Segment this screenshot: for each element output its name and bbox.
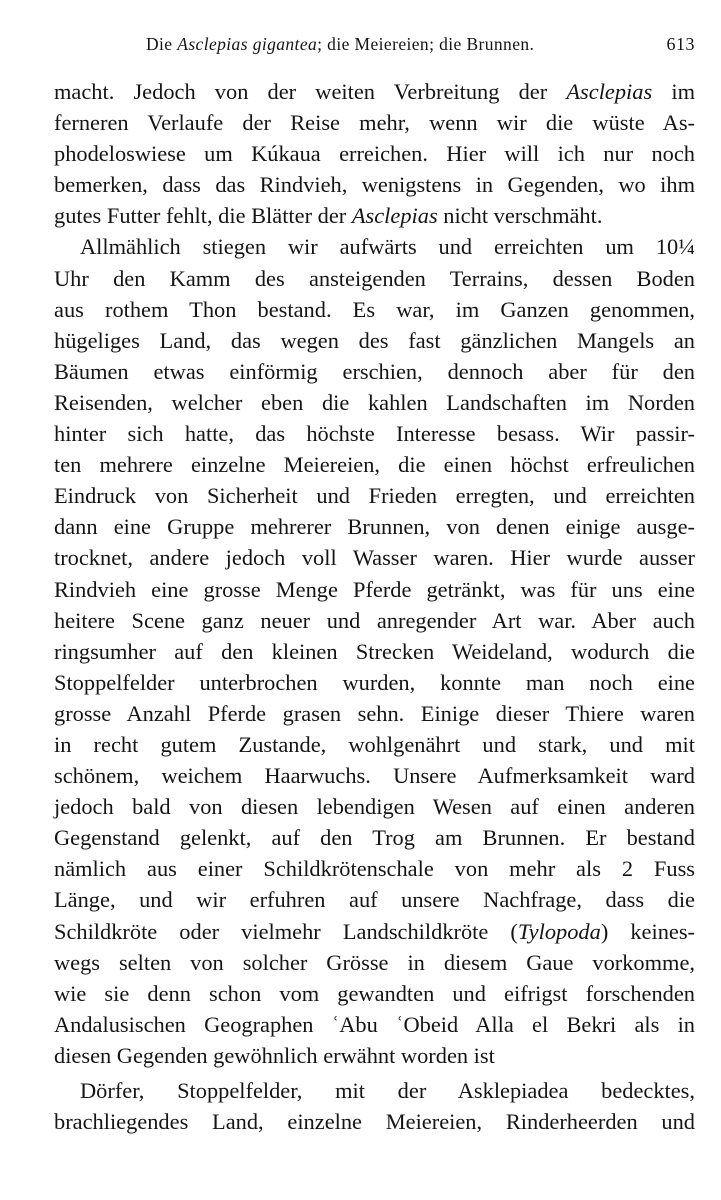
text-line: in recht gutem Zustande, wohlgenährt und stark, und mit bbox=[54, 731, 695, 757]
text-line: Andalusischen Geographen ʿAbu ʿObeid Alla el Bekri als in bbox=[54, 1011, 695, 1037]
italic-term: Asclepias bbox=[566, 79, 653, 104]
text-line bbox=[54, 916, 695, 947]
text-line: hügeliges Land, das wegen des fast gänzlichen Mangels an bbox=[54, 327, 695, 353]
text-line bbox=[54, 76, 695, 107]
text-line: diesen Gegenden gewöhnlich erwähnt worden ist bbox=[54, 1042, 495, 1068]
text-line: trocknet, andere jedoch voll Wasser waren. Hier wurde ausser bbox=[54, 545, 695, 571]
running-title-italic: Asclepias gigantea bbox=[177, 34, 318, 54]
body-text bbox=[54, 76, 695, 1137]
text-line: dann eine Gruppe mehrerer Brunnen, von denen einige ausge- bbox=[54, 514, 695, 540]
text-line: Länge, und wir erfuhren auf unsere Nachfrage, dass die bbox=[54, 887, 695, 913]
running-title-start: Die bbox=[146, 34, 178, 54]
text-line: schönem, weichem Haarwuchs. Unsere Aufmerksamkeit ward bbox=[54, 763, 695, 789]
text-line: Stoppelfelder unterbrochen wurden, konnte man noch eine bbox=[54, 669, 695, 695]
text-line: heitere Scene ganz neuer und anregender Art war. Aber auch bbox=[54, 607, 695, 633]
text-line: Rindvieh eine grosse Menge Pferde getränkt, was für uns eine bbox=[54, 576, 695, 602]
text-line: bemerken, dass das Rindvieh, wenigstens in Gegenden, wo ihm bbox=[54, 172, 695, 198]
running-title bbox=[146, 34, 534, 55]
text-segment: Schildkröte oder vielmehr Landschildkröte ( bbox=[54, 918, 518, 944]
text-line: hinter sich hatte, das höchste Interesse besass. Wir passir- bbox=[54, 421, 695, 447]
text-line: ferneren Verlaufe der Reise mehr, wenn wir die wüste As- bbox=[54, 110, 695, 136]
running-title-end: ; die Meiereien; die Brunnen. bbox=[317, 34, 535, 54]
text-line: Eindruck von Sicherheit und Frieden erregten, und erreichten bbox=[54, 483, 695, 509]
text-segment: nicht verschmäht. bbox=[437, 203, 603, 229]
text-line: brachliegendes Land, einzelne Meiereien, Rinderheerden und bbox=[54, 1109, 695, 1135]
paragraph-start-line: Dörfer, Stoppelfelder, mit der Asklepiadea bedecktes, bbox=[80, 1078, 695, 1103]
text-line: wegs selten von solcher Grösse in diesem Gaue vorkomme, bbox=[54, 949, 695, 975]
text-line: ringsumher auf den kleinen Strecken Weideland, wodurch die bbox=[54, 638, 695, 664]
text-line: aus rothem Thon bestand. Es war, im Ganzen genommen, bbox=[54, 296, 695, 322]
text-line: grosse Anzahl Pferde grasen sehn. Einige dieser Thiere waren bbox=[54, 700, 695, 726]
paragraph-start-line: Allmählich stiegen wir aufwärts und erreichten um 10¼ bbox=[80, 234, 695, 260]
text-line: Gegenstand gelenkt, auf den Trog am Brunnen. Er bestand bbox=[54, 825, 695, 851]
text-line: ten mehrere einzelne Meiereien, die einen höchst erfreulichen bbox=[54, 452, 695, 478]
italic-term: Asclepias bbox=[351, 203, 438, 229]
text-line: jedoch bald von diesen lebendigen Wesen auf einen anderen bbox=[54, 794, 695, 820]
page-number: 613 bbox=[666, 34, 695, 54]
text-line: Reisenden, welcher eben die kahlen Landschaften im Norden bbox=[54, 389, 695, 415]
text-segment: gutes Futter fehlt, die Blätter der bbox=[54, 203, 352, 229]
running-header bbox=[146, 34, 695, 58]
text-segment: ) keines- bbox=[600, 918, 696, 944]
text-line: wie sie denn schon vom gewandten und eifrigst forschenden bbox=[54, 980, 695, 1006]
text-line: phodeloswiese um Kúkaua erreichen. Hier will ich nur noch bbox=[54, 141, 695, 167]
text-line: Bäumen etwas einförmig erschien, dennoch aber für den bbox=[54, 358, 695, 384]
text-segment: im bbox=[652, 79, 695, 104]
text-line bbox=[54, 200, 695, 231]
text-segment: macht. Jedoch von der weiten Verbreitung der bbox=[54, 79, 567, 104]
text-line: nämlich aus einer Schildkrötenschale von mehr als 2 Fuss bbox=[54, 856, 695, 882]
text-line: Uhr den Kamm des ansteigenden Terrains, dessen Boden bbox=[54, 265, 695, 291]
italic-term: Tylopoda bbox=[517, 918, 601, 944]
